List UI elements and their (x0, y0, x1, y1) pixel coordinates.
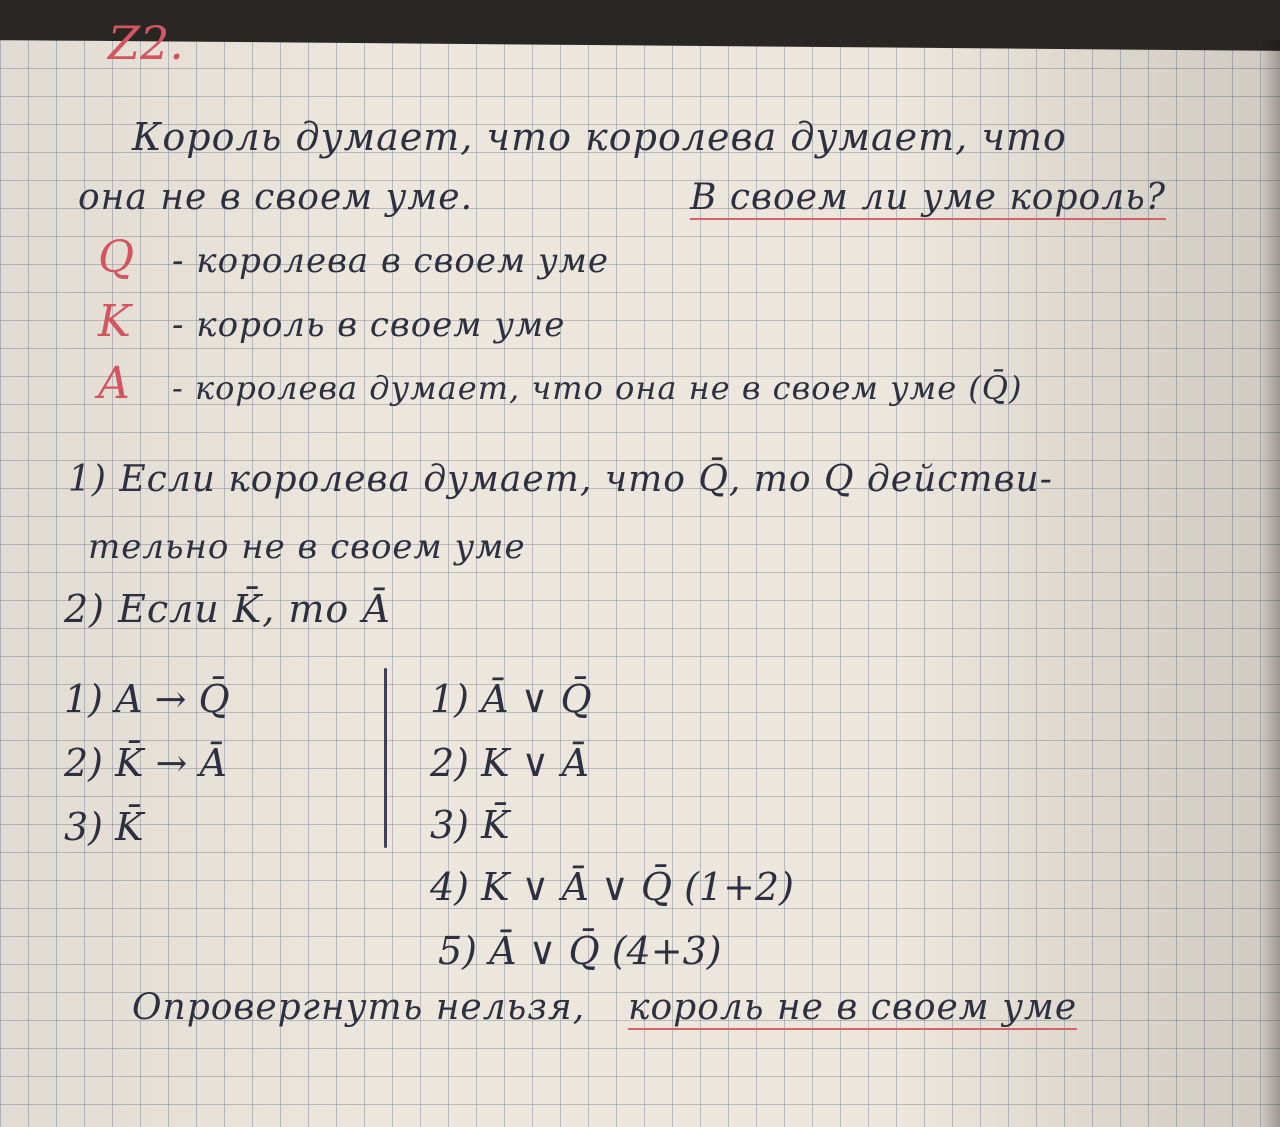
var-k: K (98, 296, 131, 347)
left-item-1: 1) A → Q̄ (64, 677, 230, 721)
right-item-2: 2) K ∨ Ā (430, 741, 589, 785)
page-shadow (1260, 40, 1280, 1127)
right-item-4: 4) K ∨ Ā ∨ Q̄ (1+2) (430, 865, 794, 909)
statement-1-line-1: 1) Если королева думает, что Q̄, то Q действи- (68, 459, 1053, 500)
var-a: A (98, 358, 130, 409)
statement-2: 2) Если K̄, то Ā (64, 587, 391, 631)
left-item-3: 3) K̄ (64, 805, 144, 849)
column-divider (384, 668, 387, 848)
conclusion-part-1: Опровергнуть нельзя, (132, 987, 586, 1028)
right-item-5: 5) Ā ∨ Q̄ (4+3) (438, 929, 722, 973)
right-item-3: 3) K̄ (430, 803, 510, 847)
problem-question: В своем ли уме король? (690, 177, 1167, 218)
def-a: - королева думает, что она не в своем уме (Q̄) (172, 369, 1023, 407)
var-q: Q (98, 232, 135, 283)
def-k: - король в своем уме (172, 305, 566, 345)
problem-line-1: Король думает, что королева думает, что (132, 115, 1067, 159)
task-number: Z2. (108, 16, 184, 70)
problem-line-2a: она не в своем уме. (78, 177, 474, 218)
def-q: - королева в своем уме (172, 241, 609, 281)
statement-1-line-2: тельно не в своем уме (88, 527, 526, 567)
left-item-2: 2) K̄ → Ā (64, 741, 227, 785)
conclusion-part-2: король не в своем уме (628, 987, 1078, 1028)
right-item-1: 1) Ā ∨ Q̄ (430, 677, 592, 721)
